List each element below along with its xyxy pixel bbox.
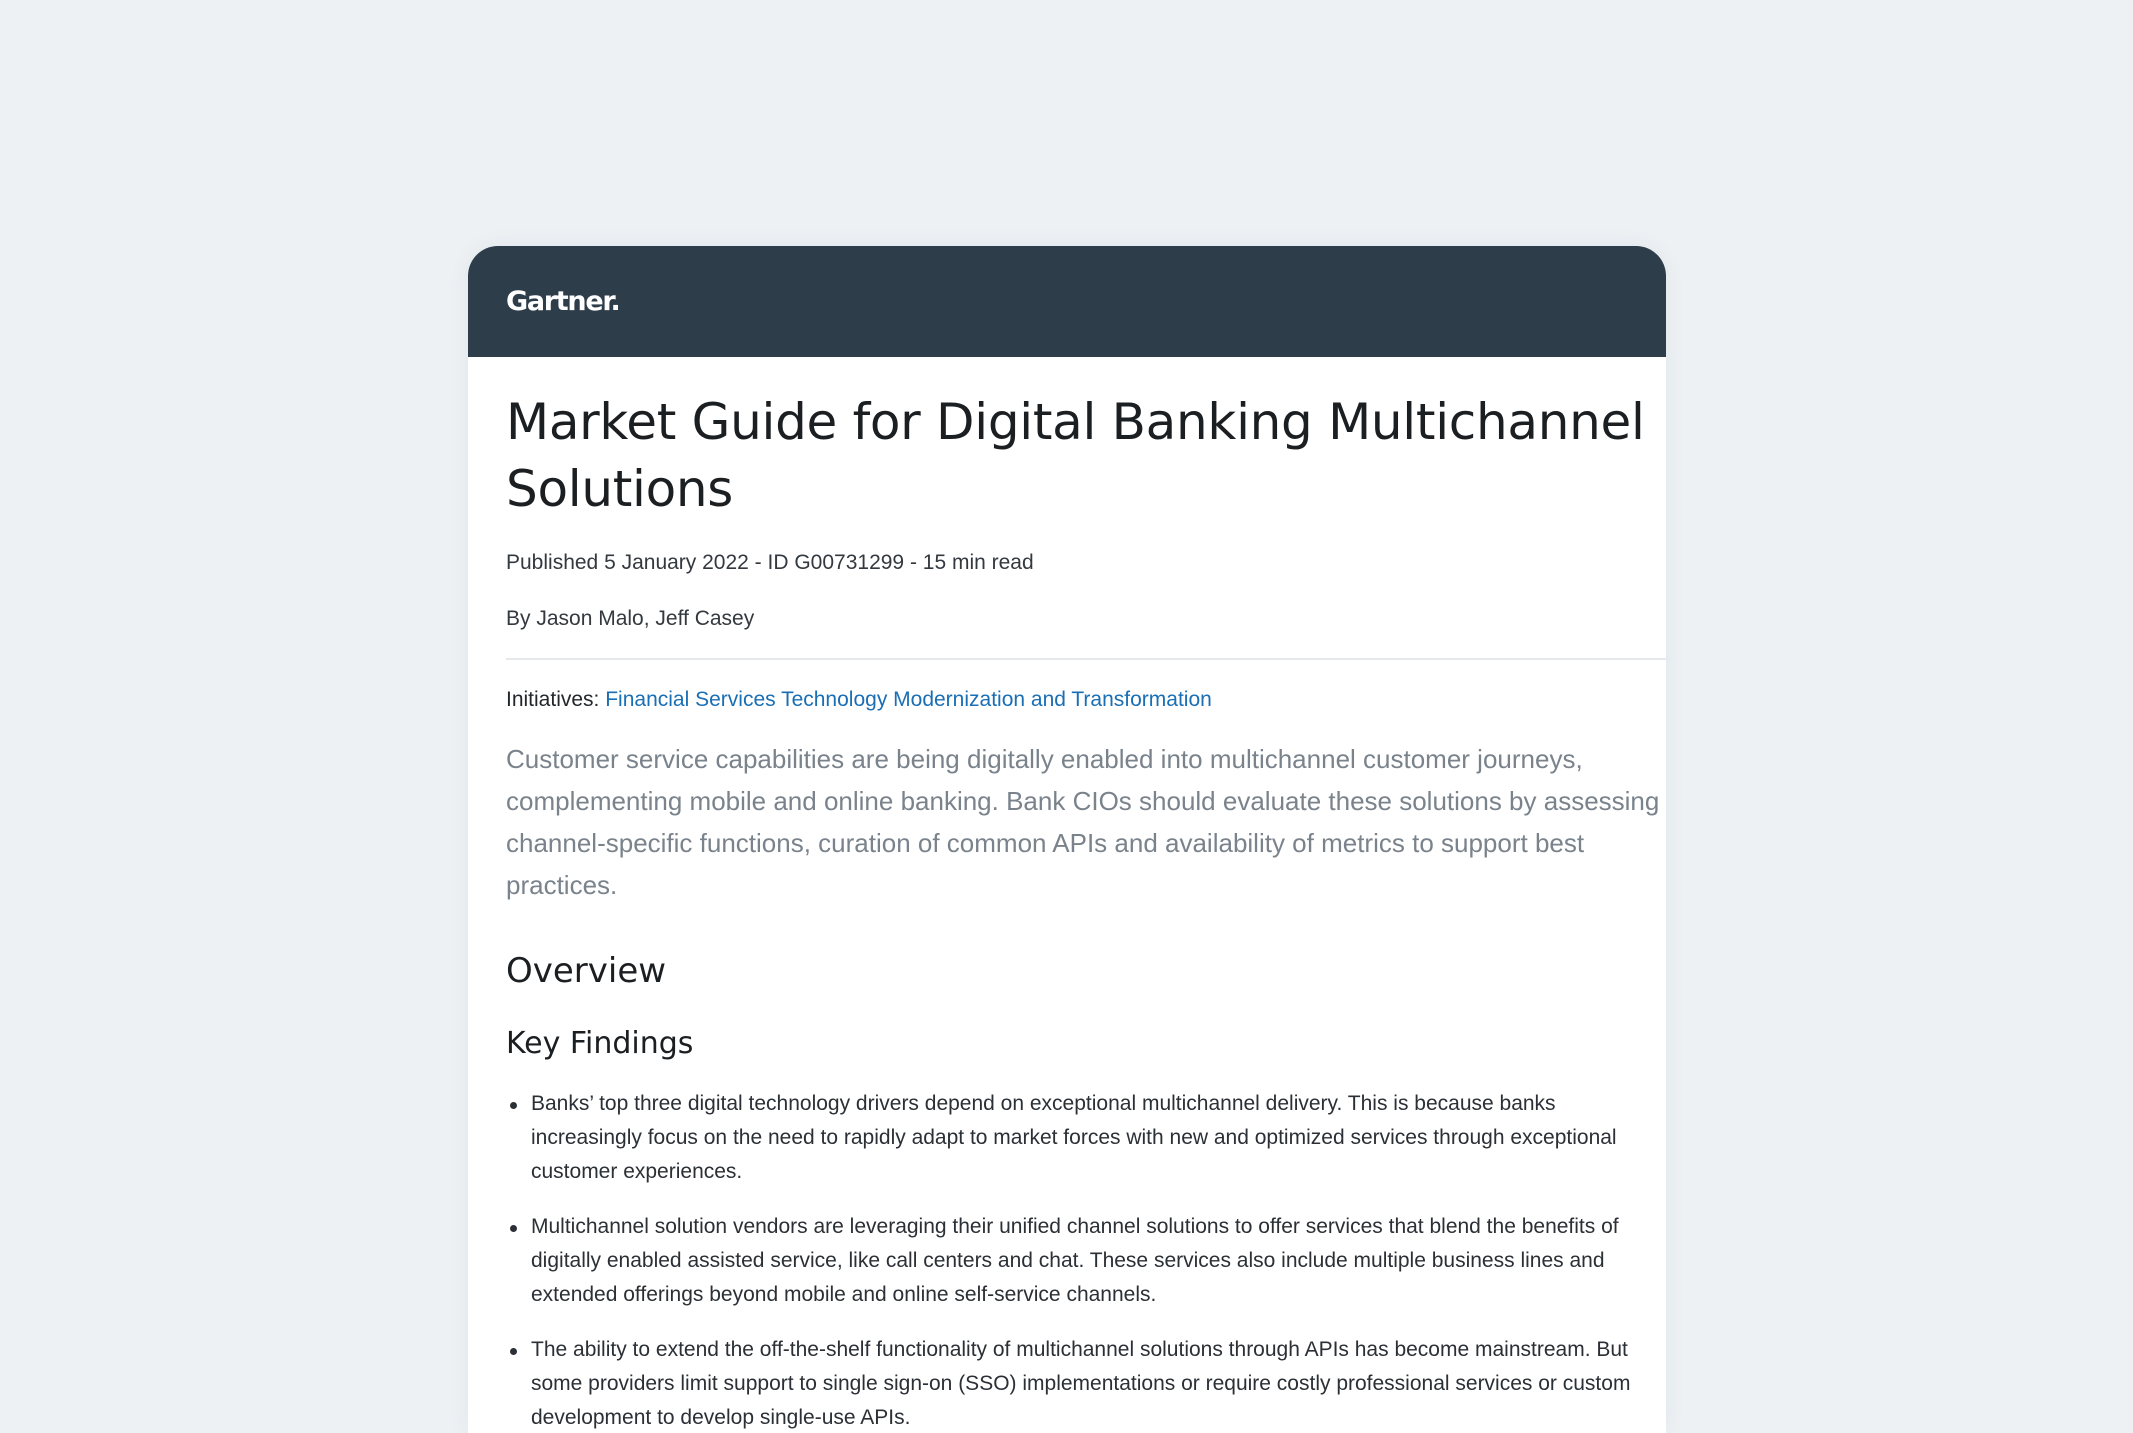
- bullet-icon: [510, 1102, 517, 1109]
- summary-paragraph: Customer service capabilities are being digitally enabled into multichannel customer journeys, complementing mobile and online banking. Bank CIOs should evaluate these solutions by assessing channel-specific functions, curation of common APIs and availability of metrics to support best practices.: [506, 744, 1660, 900]
- list-item: [506, 1210, 1651, 1312]
- initiatives-label: Initiatives:: [506, 688, 600, 711]
- document-title: Market Guide for Digital Banking Multichannel Solutions: [506, 393, 1645, 518]
- card-header: [468, 246, 1666, 357]
- key-findings-heading: Key Findings: [506, 1026, 694, 1061]
- publication-meta: Published 5 January 2022 - ID G00731299 - 15 min read: [506, 551, 1034, 574]
- list-item-text: The ability to extend the off-the-shelf functionality of multichannel solutions through APIs has become mainstream. But some providers limit support to single sign-on (SSO) implementations or require costly professional services or custom development to develop single-use APIs.: [531, 1338, 1631, 1429]
- list-item: [506, 1333, 1651, 1433]
- list-item-text: Banks’ top three digital technology drivers depend on exceptional multichannel delivery. This is because banks increasingly focus on the need to rapidly adapt to market forces with new and optimized services through exceptional customer experiences.: [531, 1092, 1617, 1183]
- list-item: [506, 1087, 1651, 1189]
- divider: [506, 658, 1666, 660]
- gartner-logo[interactable]: Gartner.: [506, 286, 620, 317]
- document-card: [468, 246, 1666, 1433]
- overview-heading: Overview: [506, 951, 667, 991]
- key-findings-list: [506, 1087, 1651, 1433]
- initiatives-link[interactable]: Financial Services Technology Modernization and Transformation: [605, 688, 1212, 711]
- initiatives-line: [506, 687, 1666, 712]
- authors-line: By Jason Malo, Jeff Casey: [506, 607, 755, 630]
- bullet-icon: [510, 1348, 517, 1355]
- bullet-icon: [510, 1225, 517, 1232]
- document-body: [468, 357, 1666, 1433]
- list-item-text: Multichannel solution vendors are leveraging their unified channel solutions to offer services that blend the benefits of digitally enabled assisted service, like call centers and chat. These services also include multiple business lines and extended offerings beyond mobile and online self-service channels.: [531, 1215, 1619, 1306]
